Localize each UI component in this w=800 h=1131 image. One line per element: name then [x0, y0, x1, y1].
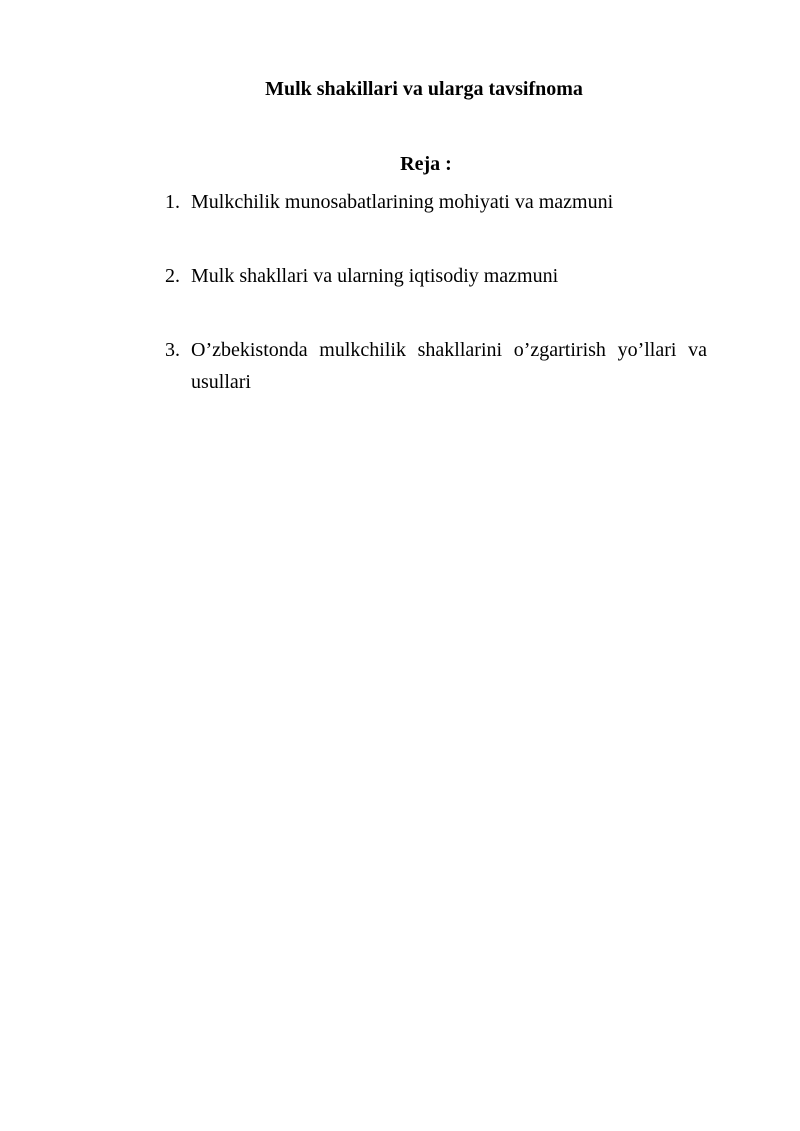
plan-item-1 [165, 186, 707, 218]
plan-item-number: 1. [165, 191, 180, 213]
plan-item-text: O’zbekistonda mulkchilik shakllarini o’zgartirish yo’llari va usullari [191, 339, 707, 393]
plan-heading: Reja : [400, 153, 452, 175]
plan-list [165, 186, 707, 398]
plan-item-number: 2. [165, 265, 180, 287]
plan-item-number: 3. [165, 339, 180, 361]
document-title: Mulk shakillari va ularga tavsifnoma [265, 78, 583, 100]
plan-item-3 [165, 334, 707, 398]
plan-item-text: Mulk shakllari va ularning iqtisodiy mazmuni [191, 265, 559, 287]
plan-item-2 [165, 260, 707, 292]
plan-item-text: Mulkchilik munosabatlarining mohiyati va mazmuni [191, 191, 614, 213]
